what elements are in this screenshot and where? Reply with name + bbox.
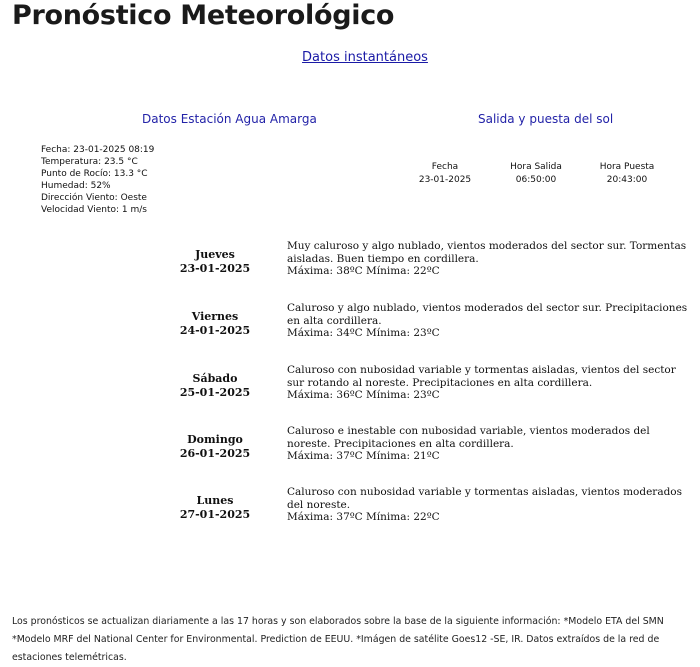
day-name: Sábado (192, 372, 238, 385)
forecast-description: Caluroso con nubosidad variable y tormentas aisladas, vientos del sector sur rotando al noreste. Precipitaciones en alta cordillera. (287, 364, 676, 389)
day-name: Jueves (195, 248, 235, 261)
instant-data-link[interactable]: Datos instantáneos (302, 50, 428, 65)
sun-column-sunrise (491, 161, 581, 187)
sun-column-date (400, 161, 490, 187)
sun-column-value: 23-01-2025 (418, 175, 472, 185)
sun-heading: Salida y puesta del sol (478, 112, 614, 126)
forecast-description: Muy caluroso y algo nublado, vientos moderados del sector sur. Tormentas aisladas. Buen tiempo en cordillera. (287, 240, 687, 265)
sun-column-header: Hora Puesta (599, 162, 655, 172)
forecast-temps: Máxima: 34ºC Mínima: 23ºC (287, 327, 440, 339)
reading-date: Fecha: 23-01-2025 08:19 (41, 145, 155, 155)
page-title: Pronóstico Meteorológico (12, 0, 395, 31)
day-name: Lunes (196, 494, 234, 507)
day-label (165, 310, 265, 338)
day-date: 25-01-2025 (179, 386, 251, 399)
day-date: 24-01-2025 (179, 324, 251, 337)
sun-column-sunset (582, 161, 672, 187)
reading-dew-point: Punto de Rocío: 13.3 °C (41, 169, 148, 179)
forecast-description: Caluroso y algo nublado, vientos moderados del sector sur. Precipitaciones en alta cordillera. (287, 302, 688, 327)
reading-humidity: Humedad: 52% (41, 181, 111, 191)
day-label (165, 433, 265, 461)
day-forecast (287, 486, 693, 524)
reading-temperature: Temperatura: 23.5 °C (41, 157, 138, 167)
reading-wind-direction: Dirección Viento: Oeste (41, 193, 147, 203)
day-forecast (287, 425, 693, 463)
day-label (165, 494, 265, 522)
forecast-temps: Máxima: 37ºC Mínima: 22ºC (287, 511, 440, 523)
day-label (165, 372, 265, 400)
forecast-description: Caluroso con nubosidad variable y tormentas aisladas, vientos moderados del noreste. (287, 486, 683, 511)
sun-column-value: 20:43:00 (606, 175, 648, 185)
forecast-description: Caluroso e inestable con nubosidad variable, vientos moderados del noreste. Precipitaciones en alta cordillera. (287, 425, 650, 450)
footer-note: Los pronósticos se actualizan diariamente a las 17 horas y son elaborados sobre la base de la siguiente información: *Modelo ETA del SMN *Modelo MRF del National Center for Environmental. Prediction de EEUU. *Imágen de satélite Goes12 -SE, IR. Datos extraídos de la red de estaciones telemétricas. (12, 616, 664, 663)
day-forecast (287, 364, 693, 402)
sun-table (0, 161, 700, 191)
day-date: 26-01-2025 (179, 447, 251, 460)
forecast-temps: Máxima: 38ºC Mínima: 22ºC (287, 265, 440, 277)
day-name: Domingo (187, 433, 243, 446)
sun-column-header: Hora Salida (510, 162, 562, 172)
day-forecast (287, 302, 693, 340)
forecast-temps: Máxima: 36ºC Mínima: 23ºC (287, 389, 440, 401)
forecast-temps: Máxima: 37ºC Mínima: 21ºC (287, 450, 440, 462)
day-date: 27-01-2025 (179, 508, 251, 521)
sun-column-value: 06:50:00 (515, 175, 557, 185)
sun-column-header: Fecha (431, 162, 459, 172)
day-forecast (287, 240, 693, 278)
day-date: 23-01-2025 (179, 262, 251, 275)
station-heading: Datos Estación Agua Amarga (142, 112, 317, 126)
day-name: Viernes (191, 310, 239, 323)
reading-wind-speed: Velocidad Viento: 1 m/s (41, 205, 147, 215)
day-label (165, 248, 265, 276)
